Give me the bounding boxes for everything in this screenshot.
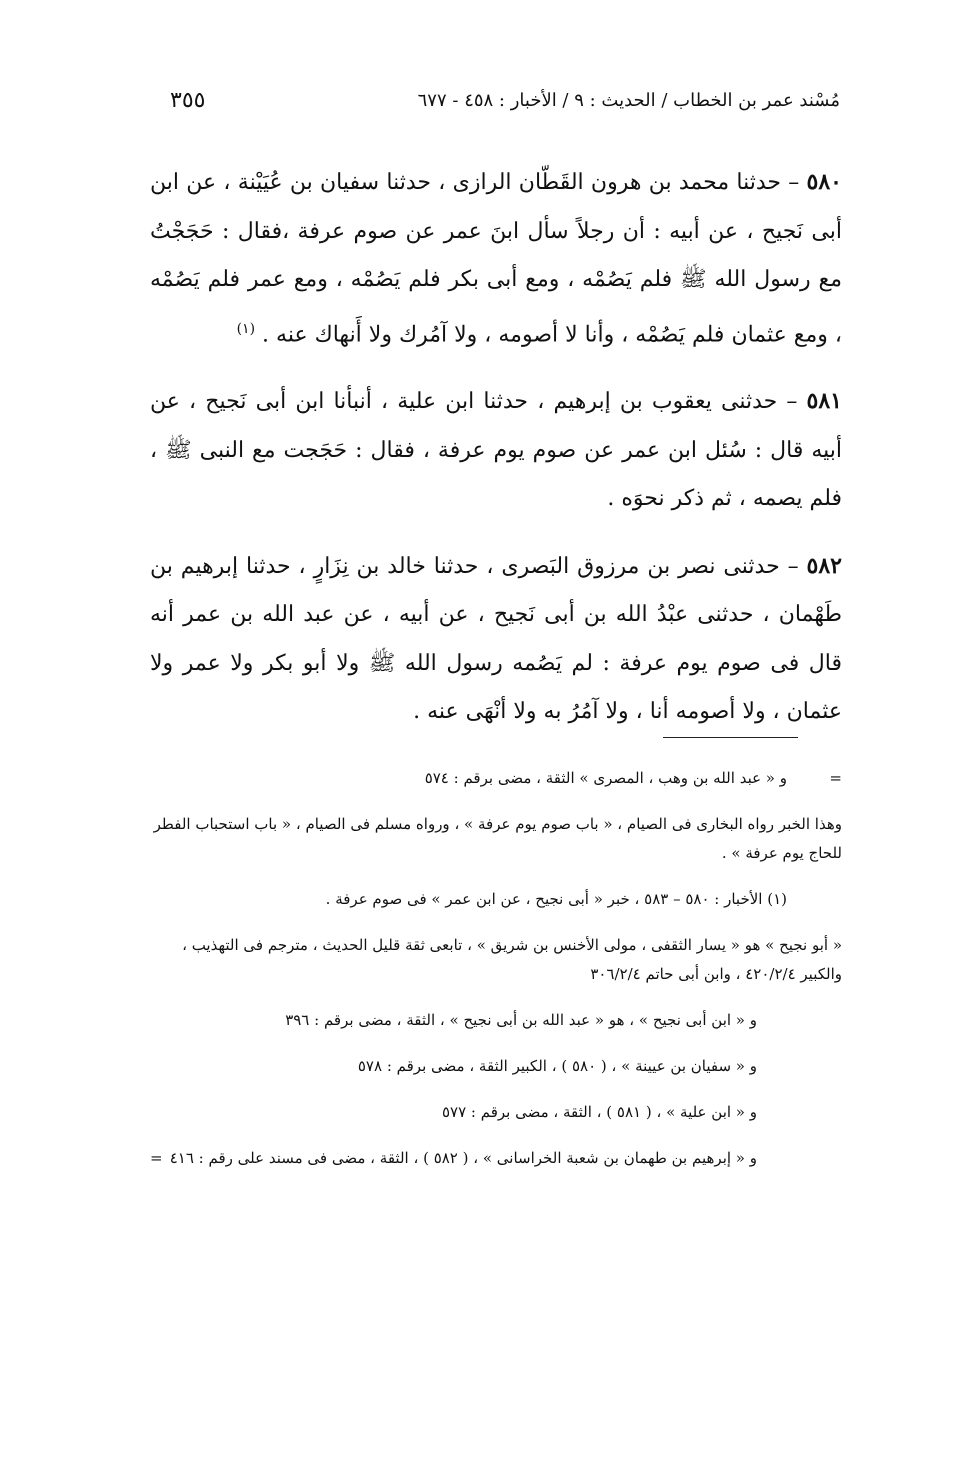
footnote-sufyan: و « سفيان بن عيينة » ، ( ٥٨٠ ) ، الكبير الثقة ، مضى برقم : ٥٧٨ (357, 1057, 757, 1075)
footnote-reference: (١) (236, 320, 256, 337)
footnote-text: و « عبد الله بن وهب ، المصرى » الثقة ، مضى برقم : ٥٧٤ (424, 769, 787, 787)
hadith-text: – حدثنا محمد بن هرون القَطّان الرازى ، حدثنا سفيان بن عُيَيْنة ، عن ابن أبى نَجيح ، عن أبيه : أن رجلاً سأل ابنَ عمر عن صوم عرفة ،فقال : حَجَجْتُ مع رسول الله ﷺ فلم يَصُمْه ، ومع أبى بكر فلم يَصُمْه ، ومع عمر فلم يَصُمْه ، ومع عثمان فلم يَصُمْه ، وأنا لا أصومه ، ولا آمُرك ولا أَنهاك عنه . (150, 170, 842, 347)
hadith-text: – حدثنى يعقوب بن إبرهيم ، حدثنا ابن علية ، أنبأنا ابن أبى نَجيح ، عن أبيه قال : سُئل ابن عمر عن صوم يوم عرفة ، فقال : حَجَجت مع النبى ﷺ ، فلم يصمه ، ثم ذكر نحوَه . (150, 389, 842, 512)
hadith-number: ٥٨٢ (806, 552, 842, 579)
footnote-bukhari: وهذا الخبر رواه البخارى فى الصيام ، « باب صوم يوم عرفة » ، ورواه مسلم فى الصيام ، « باب استحباب الفطر للحاج يوم عرفة » . (153, 815, 842, 862)
hadith-text: – حدثنى نصر بن مرزوق البَصرى ، حدثنا خالد بن نِزَارٍ ، حدثنا إبرهيم بن طَهْمان ، حدثنى عبْدُ الله بن أبى نَجيح ، عن أبيه ، عن عبد الله بن عمر أنه قال فى صوم يوم عرفة : لم يَصُمه رسول الله ﷺ ولا أبو بكر ولا عمر ولا عثمان ، ولا أصومه أنا ، ولا آمُرُ به ولا أنْهَى عنه . (150, 553, 842, 725)
footnote-continuation (150, 764, 842, 793)
footnote-text: و « إبرهيم بن طهمان بن شعبة الخراسانى » ، ( ٥٨٢ ) ، الثقة ، مضى فى مسند على رقم : ٤١٦ (169, 1149, 757, 1167)
footnote-ibrahim (150, 1144, 842, 1173)
footnote-1: (١) الأخبار : ٥٨٠ – ٥٨٣ ، خبر « أبى نجيح ، عن ابن عمر » فى صوم عرفة . (325, 890, 787, 908)
main-text (150, 158, 842, 755)
page-number: ٣٥٥ (170, 88, 206, 113)
hadith-number: ٥٨١ (806, 388, 842, 415)
continuation-mark: = (829, 769, 842, 787)
footnote-ibn-ulayya: و « ابن علية » ، ( ٥٨١ ) ، الثقة ، مضى برقم : ٥٧٧ (441, 1103, 757, 1121)
page-header (150, 90, 840, 120)
running-title: مُسْند عمر بن الخطاب / الحديث : ٩ / الأخبار : ٤٥٨ - ٦٧٧ (417, 90, 840, 111)
footnotes (150, 764, 842, 1173)
hadith-580 (150, 158, 842, 359)
footnote-abu-najih: « أبو نجيح » هو « يسار الثقفى ، مولى الأخنس بن شريق » ، تابعى ثقة قليل الحديث ، مترجم فى التهذيب ، والكبير ٤٢٠/٢/٤ ، وابن أبى حاتم ٣٠٦/٢/٤ (182, 936, 842, 983)
continuation-mark: = (150, 1149, 163, 1167)
hadith-581 (150, 377, 842, 524)
footnote-ibn-abi-najih: و « ابن أبى نجيح » ، هو « عبد الله بن أبى نجيح » ، الثقة ، مضى برقم : ٣٩٦ (285, 1011, 757, 1029)
footnote-divider (663, 737, 798, 738)
hadith-582 (150, 542, 842, 737)
hadith-number: ٥٨٠ (806, 169, 842, 195)
